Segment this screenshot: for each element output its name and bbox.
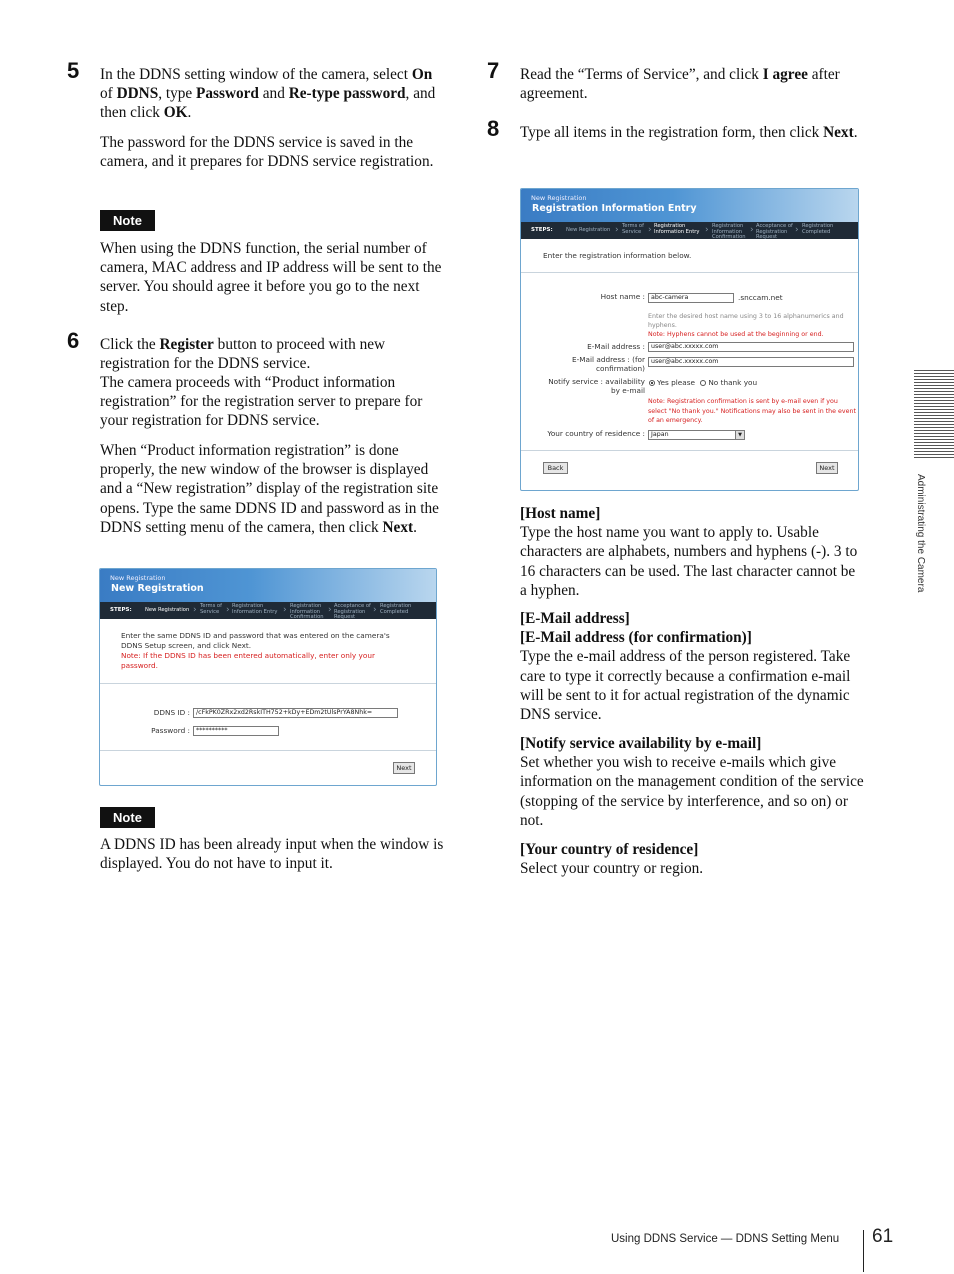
divider (100, 683, 437, 684)
header-subtitle: New Registration (531, 194, 587, 202)
notify-yes-label: Yes please (657, 378, 696, 387)
term-heading-2: [E-Mail address (for confirmation)] (520, 629, 752, 647)
step-number-5: 5 (67, 58, 80, 83)
divider (521, 272, 859, 273)
term-host-name (520, 504, 865, 600)
step-item: Registration Information Entry (654, 223, 700, 235)
notify-no-label: No thank you (708, 378, 758, 387)
steps-label: STEPS: (110, 607, 132, 613)
term-text: Select your country or region. (520, 860, 704, 878)
term-notify (520, 734, 865, 830)
divider (100, 750, 437, 751)
step-item: Registration Information Confirmation (290, 603, 324, 620)
host-name-label: Host name : (600, 292, 645, 301)
radio-no[interactable] (700, 380, 706, 386)
notify-label: Notify service : availability by e-mail (548, 377, 645, 395)
step6-detail: The camera proceeds with “Product information registration” for the registration server to prepare for your registration for DDNS service. (100, 374, 423, 430)
term-heading: [Your country of residence] (520, 841, 699, 858)
term-heading: [E-Mail address] (520, 610, 630, 627)
term-text: Type the host name you want to apply to. Usable characters are alphabets, numbers and hyphens (-). 3 to 16 characters can be used. The last character cannot be a hyphen. (520, 524, 858, 599)
divider (521, 450, 859, 451)
step-item: Acceptance of Registration Request (756, 223, 793, 240)
step-item: Terms of Service (622, 223, 644, 235)
step8-instruction: Type all items in the registration form, then click Next. (520, 124, 858, 141)
chevron-right-icon: › (615, 225, 619, 235)
host-name-field[interactable]: abc-camera (648, 293, 734, 303)
steps-bar (521, 222, 858, 239)
host-suffix: .snccam.net (738, 293, 783, 302)
radio-yes[interactable] (649, 380, 655, 386)
next-button[interactable]: Next (393, 762, 415, 774)
step5-note-text: When using the DDNS function, the serial number of camera, MAC address and IP address will be sent to the server. You should agree it before you go to the next step. (100, 240, 442, 315)
steps-bar (100, 602, 436, 619)
term-heading: [Host name] (520, 505, 601, 522)
term-heading: [Notify service availability by e-mail] (520, 735, 762, 752)
screenshot-header (521, 189, 858, 222)
ddns-id-field[interactable]: /cFkPK0ZRx2xd2RskITH752+kDy+EDm2tUlsPrYA8Nhk= (193, 708, 398, 718)
host-hint: Enter the desired host name using 3 to 16 alphanumerics and hyphens. (648, 313, 844, 329)
term-text: Type the e-mail address of the person registered. Take care to type it correctly because a confirmation e-mail will be sent to it for actual registration of the dynamic DNS service. (520, 648, 851, 724)
chevron-right-icon: › (648, 225, 652, 235)
step5-description: The password for the DDNS service is saved in the camera, and it prepares for DDNS service registration. (100, 134, 434, 171)
chevron-right-icon: › (705, 225, 709, 235)
step6-description: When “Product information registration” is done properly, the new window of the browser is displayed and a “New registration” display of the registration site opens. Type the same DDNS ID and password as in the DDNS setting menu of the camera, then click Next. (100, 442, 439, 536)
side-tab-marker (914, 370, 954, 460)
screenshot-header (100, 569, 436, 602)
password-field[interactable]: ********** (193, 726, 279, 736)
header-title: Registration Information Entry (532, 203, 697, 214)
step-item: Terms of Service (200, 603, 222, 615)
note-badge: Note (100, 807, 155, 828)
chevron-right-icon: › (750, 225, 754, 235)
intro-text: Enter the registration information below. (543, 251, 692, 260)
step-number-7: 7 (487, 58, 500, 83)
footer-title: Using DDNS Service — DDNS Setting Menu (611, 1233, 840, 1245)
step-item: Acceptance of Registration Request (334, 603, 371, 620)
email-field[interactable]: user@abc.xxxxx.com (648, 342, 854, 352)
email-confirm-label: E-Mail address : (for confirmation) (571, 355, 645, 373)
next-button[interactable]: Next (816, 462, 838, 474)
intro-text: Enter the same DDNS ID and password that was entered on the camera's DDNS Setup screen, and click Next. (121, 631, 390, 650)
chevron-down-icon: ▼ (735, 431, 744, 439)
host-note: Note: Hyphens cannot be used at the beginning or end. (648, 331, 824, 338)
chevron-right-icon: › (373, 605, 377, 615)
ddns-id-label: DDNS ID : (153, 708, 190, 717)
step-item: Registration Information Entry (232, 603, 278, 615)
chevron-right-icon: › (193, 605, 197, 615)
chevron-right-icon: › (795, 225, 799, 235)
notify-note: Note: Registration confirmation is sent by e-mail even if you select "No thank you." Notifications may also be sent in the event of an emergency. (648, 398, 856, 424)
header-title: New Registration (111, 583, 204, 594)
step-item: New Registration (145, 607, 190, 613)
note-badge: Note (100, 210, 155, 231)
page-number: 61 (872, 1226, 894, 1247)
footer-divider (863, 1230, 864, 1272)
chevron-right-icon: › (226, 605, 230, 615)
intro-note: Note: If the DDNS ID has been entered automatically, enter only your password. (121, 651, 375, 670)
term-email (520, 609, 865, 724)
side-tab-label: Administrating the Camera (915, 474, 926, 593)
password-label: Password : (151, 726, 190, 735)
registration-entry-screenshot (520, 188, 859, 491)
step-item: Registration Completed (380, 603, 412, 615)
step-number-6: 6 (67, 328, 80, 353)
header-subtitle: New Registration (110, 574, 166, 582)
term-country (520, 840, 865, 878)
new-registration-screenshot (99, 568, 437, 786)
chevron-right-icon: › (328, 605, 332, 615)
email-label: E-Mail address : (587, 342, 645, 351)
step6-note-text: A DDNS ID has been already input when the window is displayed. You do not have to input it. (100, 836, 444, 873)
step5-instruction: In the DDNS setting window of the camera, select On of DDNS, type Password and Re-type password, and then click OK. (100, 66, 436, 122)
step7-instruction: Read the “Terms of Service”, and click I agree after agreement. (520, 66, 840, 103)
term-text: Set whether you wish to receive e-mails which give information on the management condition of the service (stopping of the service by interference, and so on) or not. (520, 754, 864, 829)
notify-options (649, 378, 757, 388)
chevron-right-icon: › (283, 605, 287, 615)
country-select[interactable] (648, 430, 745, 440)
step-item: New Registration (566, 227, 611, 233)
email-confirm-field[interactable]: user@abc.xxxxx.com (648, 357, 854, 367)
step6-instruction: Click the Register button to proceed with new registration for the DDNS service. (100, 336, 386, 373)
country-label: Your country of residence : (547, 429, 645, 438)
step-number-8: 8 (487, 116, 500, 141)
step-item: Registration Information Confirmation (712, 223, 746, 240)
country-value: Japan (651, 431, 669, 438)
steps-label: STEPS: (531, 227, 553, 233)
back-button[interactable]: Back (543, 462, 568, 474)
step-item: Registration Completed (802, 223, 834, 235)
